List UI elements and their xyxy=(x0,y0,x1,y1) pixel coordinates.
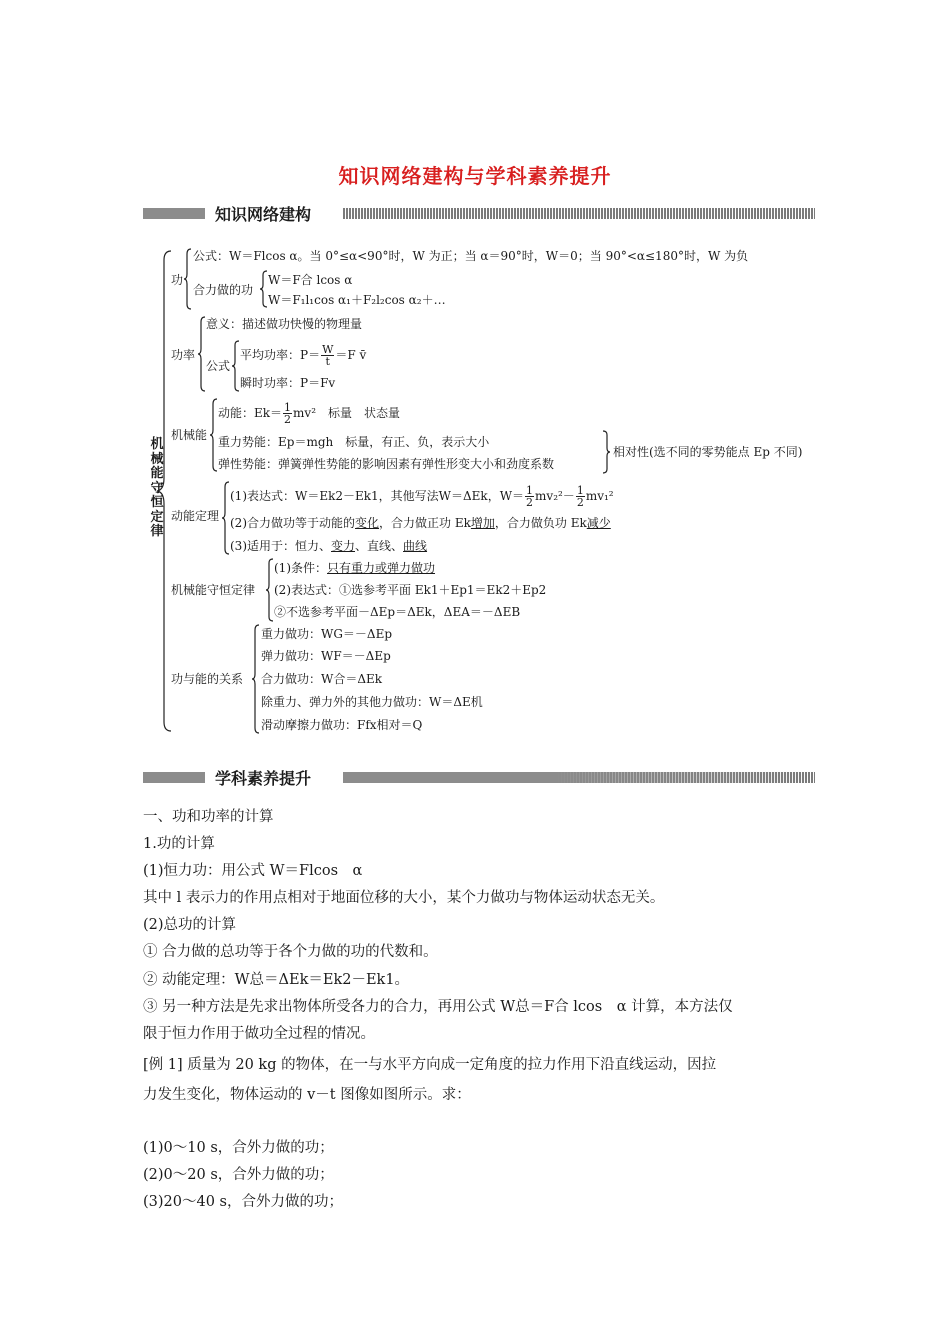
theorem-item-3 xyxy=(230,538,427,554)
paragraph-line: 其中 l 表示力的作用点相对于地面位移的大小，某个力做功与物体运动状态无关。 xyxy=(143,890,665,906)
theorem-item3-c: 、直线、 xyxy=(355,539,404,553)
conservation-condition xyxy=(274,560,435,576)
average-power-fraction xyxy=(321,344,334,367)
theorem-item3-a: (3)适用于：恒力、 xyxy=(230,539,331,553)
average-power-prefix: 平均功率：P＝ xyxy=(240,348,321,362)
fraction-denominator: 2 xyxy=(526,496,534,509)
question-line: (3)20～40 s，合外力做的功； xyxy=(143,1194,343,1210)
instantaneous-power: 瞬时功率：P＝Fv xyxy=(240,376,336,390)
net-work-label: 合力做的功 xyxy=(193,283,254,297)
example-line: [例 1] 质量为 20 kg 的物体，在一与水平方向成一定角度的拉力作用下沿直线运动，因拉 xyxy=(143,1057,717,1073)
theorem-item1-end: mv₁² xyxy=(585,489,614,503)
paragraph-line: (1)恒力功：用公式 W＝Flcos α xyxy=(143,863,363,879)
theorem-item-2 xyxy=(230,515,611,531)
root-vertical-label: 机 械 能 守 恒 定 律 xyxy=(150,437,164,539)
mech-energy-label: 机械能 xyxy=(171,428,208,442)
fraction-numerator: 1 xyxy=(526,484,534,497)
work-formula-line: 公式：W＝Flcos α。当 0°≤α<90°时，W 为正；当 α＝90°时，W＝0；当 90°<α≤180°时，W 为负 xyxy=(193,249,749,263)
fraction-denominator: 2 xyxy=(576,496,584,509)
fraction-numerator: W xyxy=(322,343,334,356)
power-label: 功率 xyxy=(171,348,196,362)
relation-item-gravity: 重力做功：WG＝－ΔEp xyxy=(261,627,393,641)
relation-item-other: 除重力、弹力外的其他力做功：W＝ΔE机 xyxy=(261,695,483,709)
relation-item-elastic: 弹力做功：WF＝－ΔEp xyxy=(261,649,391,663)
section-bar-left xyxy=(143,208,205,219)
average-power xyxy=(240,344,366,367)
theorem-item3-d: 曲线 xyxy=(403,539,428,553)
theorem-item3-b: 变力 xyxy=(331,539,356,553)
relativity-note: 相对性(选不同的零势能点 Ep 不同) xyxy=(613,445,803,459)
average-power-suffix: ＝F v̄ xyxy=(335,348,367,362)
section-title-network: 知识网络建构 xyxy=(215,205,312,224)
section-bar-right xyxy=(343,208,815,219)
section-header-network xyxy=(143,203,815,223)
power-formula-label: 公式 xyxy=(206,359,231,373)
work-brace xyxy=(183,248,193,310)
fraction-denominator: t xyxy=(325,355,330,368)
section-title-literacy: 学科素养提升 xyxy=(215,769,312,788)
conservation-label: 机械能守恒定律 xyxy=(171,583,256,597)
kinetic-energy xyxy=(218,402,400,425)
example-line: 力发生变化，物体运动的 v－t 图像如图所示。求： xyxy=(143,1087,471,1103)
net-work-line2: W＝F₁l₁cos α₁＋F₂l₂cos α₂＋… xyxy=(268,293,446,307)
condition-text: 只有重力或弹力做功 xyxy=(327,561,436,575)
relation-label: 功与能的关系 xyxy=(171,672,244,686)
theorem-item2-c: ，合力做正功 Ek xyxy=(379,516,471,530)
conservation-expression-2: ②不选参考平面－ΔEp＝ΔEk，ΔEA＝－ΔEB xyxy=(274,605,521,619)
relation-item-net: 合力做功：W合＝ΔEk xyxy=(261,672,383,686)
theorem-item2-f: 减少 xyxy=(586,516,611,530)
kinetic-prefix: 动能：Ek＝ xyxy=(218,406,283,420)
kinetic-fraction xyxy=(283,402,292,425)
section-header-literacy xyxy=(143,767,815,787)
paragraph-line: 限于恒力作用于做功全过程的情况。 xyxy=(143,1026,375,1042)
fraction-numerator: 1 xyxy=(576,484,584,497)
section-bar-right xyxy=(343,772,815,783)
theorem-label: 动能定理 xyxy=(171,509,220,523)
condition-prefix: (1)条件： xyxy=(274,561,327,575)
paragraph-line: ① 合力做的总功等于各个力做的功的代数和。 xyxy=(143,944,438,960)
theorem-item2-b: 变化 xyxy=(355,516,380,530)
subheading-work: 1.功的计算 xyxy=(143,836,215,852)
paragraph-line: ③ 另一种方法是先求出物体所受各力的合力，再用公式 W总＝F合 lcos α 计算，本方法仅 xyxy=(143,999,733,1015)
elastic-potential: 弹性势能：弹簧弹性势能的影响因素有弹性形变大小和劲度系数 xyxy=(218,457,555,471)
section-bar-left xyxy=(143,772,205,783)
fraction-denominator: 2 xyxy=(284,413,292,426)
half-fraction-2 xyxy=(576,485,585,508)
theorem-item-1 xyxy=(230,485,614,508)
relation-brace xyxy=(251,624,261,734)
net-work-line1: W＝F合 lcos α xyxy=(268,273,353,287)
paragraph-line: (2)总功的计算 xyxy=(143,917,237,933)
theorem-item2-e: ，合力做负功 Ek xyxy=(494,516,587,530)
question-line: (1)0～10 s，合外力做的功； xyxy=(143,1140,334,1156)
theorem-item2-d: 增加 xyxy=(470,516,495,530)
fraction-numerator: 1 xyxy=(284,401,292,414)
heading-work-power: 一、功和功率的计算 xyxy=(143,809,274,825)
theorem-item1-mid: mv₂²－ xyxy=(535,489,575,503)
question-line: (2)0～20 s，合外力做的功； xyxy=(143,1167,334,1183)
relative-brace xyxy=(601,430,611,474)
paragraph-line: ② 动能定理：W总＝ΔEk＝Ek2－Ek1。 xyxy=(143,972,410,988)
conservation-expression: (2)表达式：①选参考平面 Ek1＋Ep1＝Ek2＋Ep2 xyxy=(274,583,547,597)
power-meaning: 意义：描述做功快慢的物理量 xyxy=(206,317,363,331)
relation-item-friction: 滑动摩擦力做功：Ffx相对＝Q xyxy=(261,718,423,732)
theorem-item2-a: (2)合力做功等于动能的 xyxy=(230,516,355,530)
theorem-item1-prefix: (1)表达式：W＝Ek2－Ek1，其他写法W＝ΔEk，W＝ xyxy=(230,489,525,503)
page-title: 知识网络建构与学科素养提升 xyxy=(338,164,612,188)
half-fraction-1 xyxy=(525,485,534,508)
kinetic-suffix: mv² 标量 状态量 xyxy=(293,406,401,420)
gravity-potential: 重力势能：Ep＝mgh 标量，有正、负，表示大小 xyxy=(218,435,490,449)
work-label: 功 xyxy=(171,273,184,287)
